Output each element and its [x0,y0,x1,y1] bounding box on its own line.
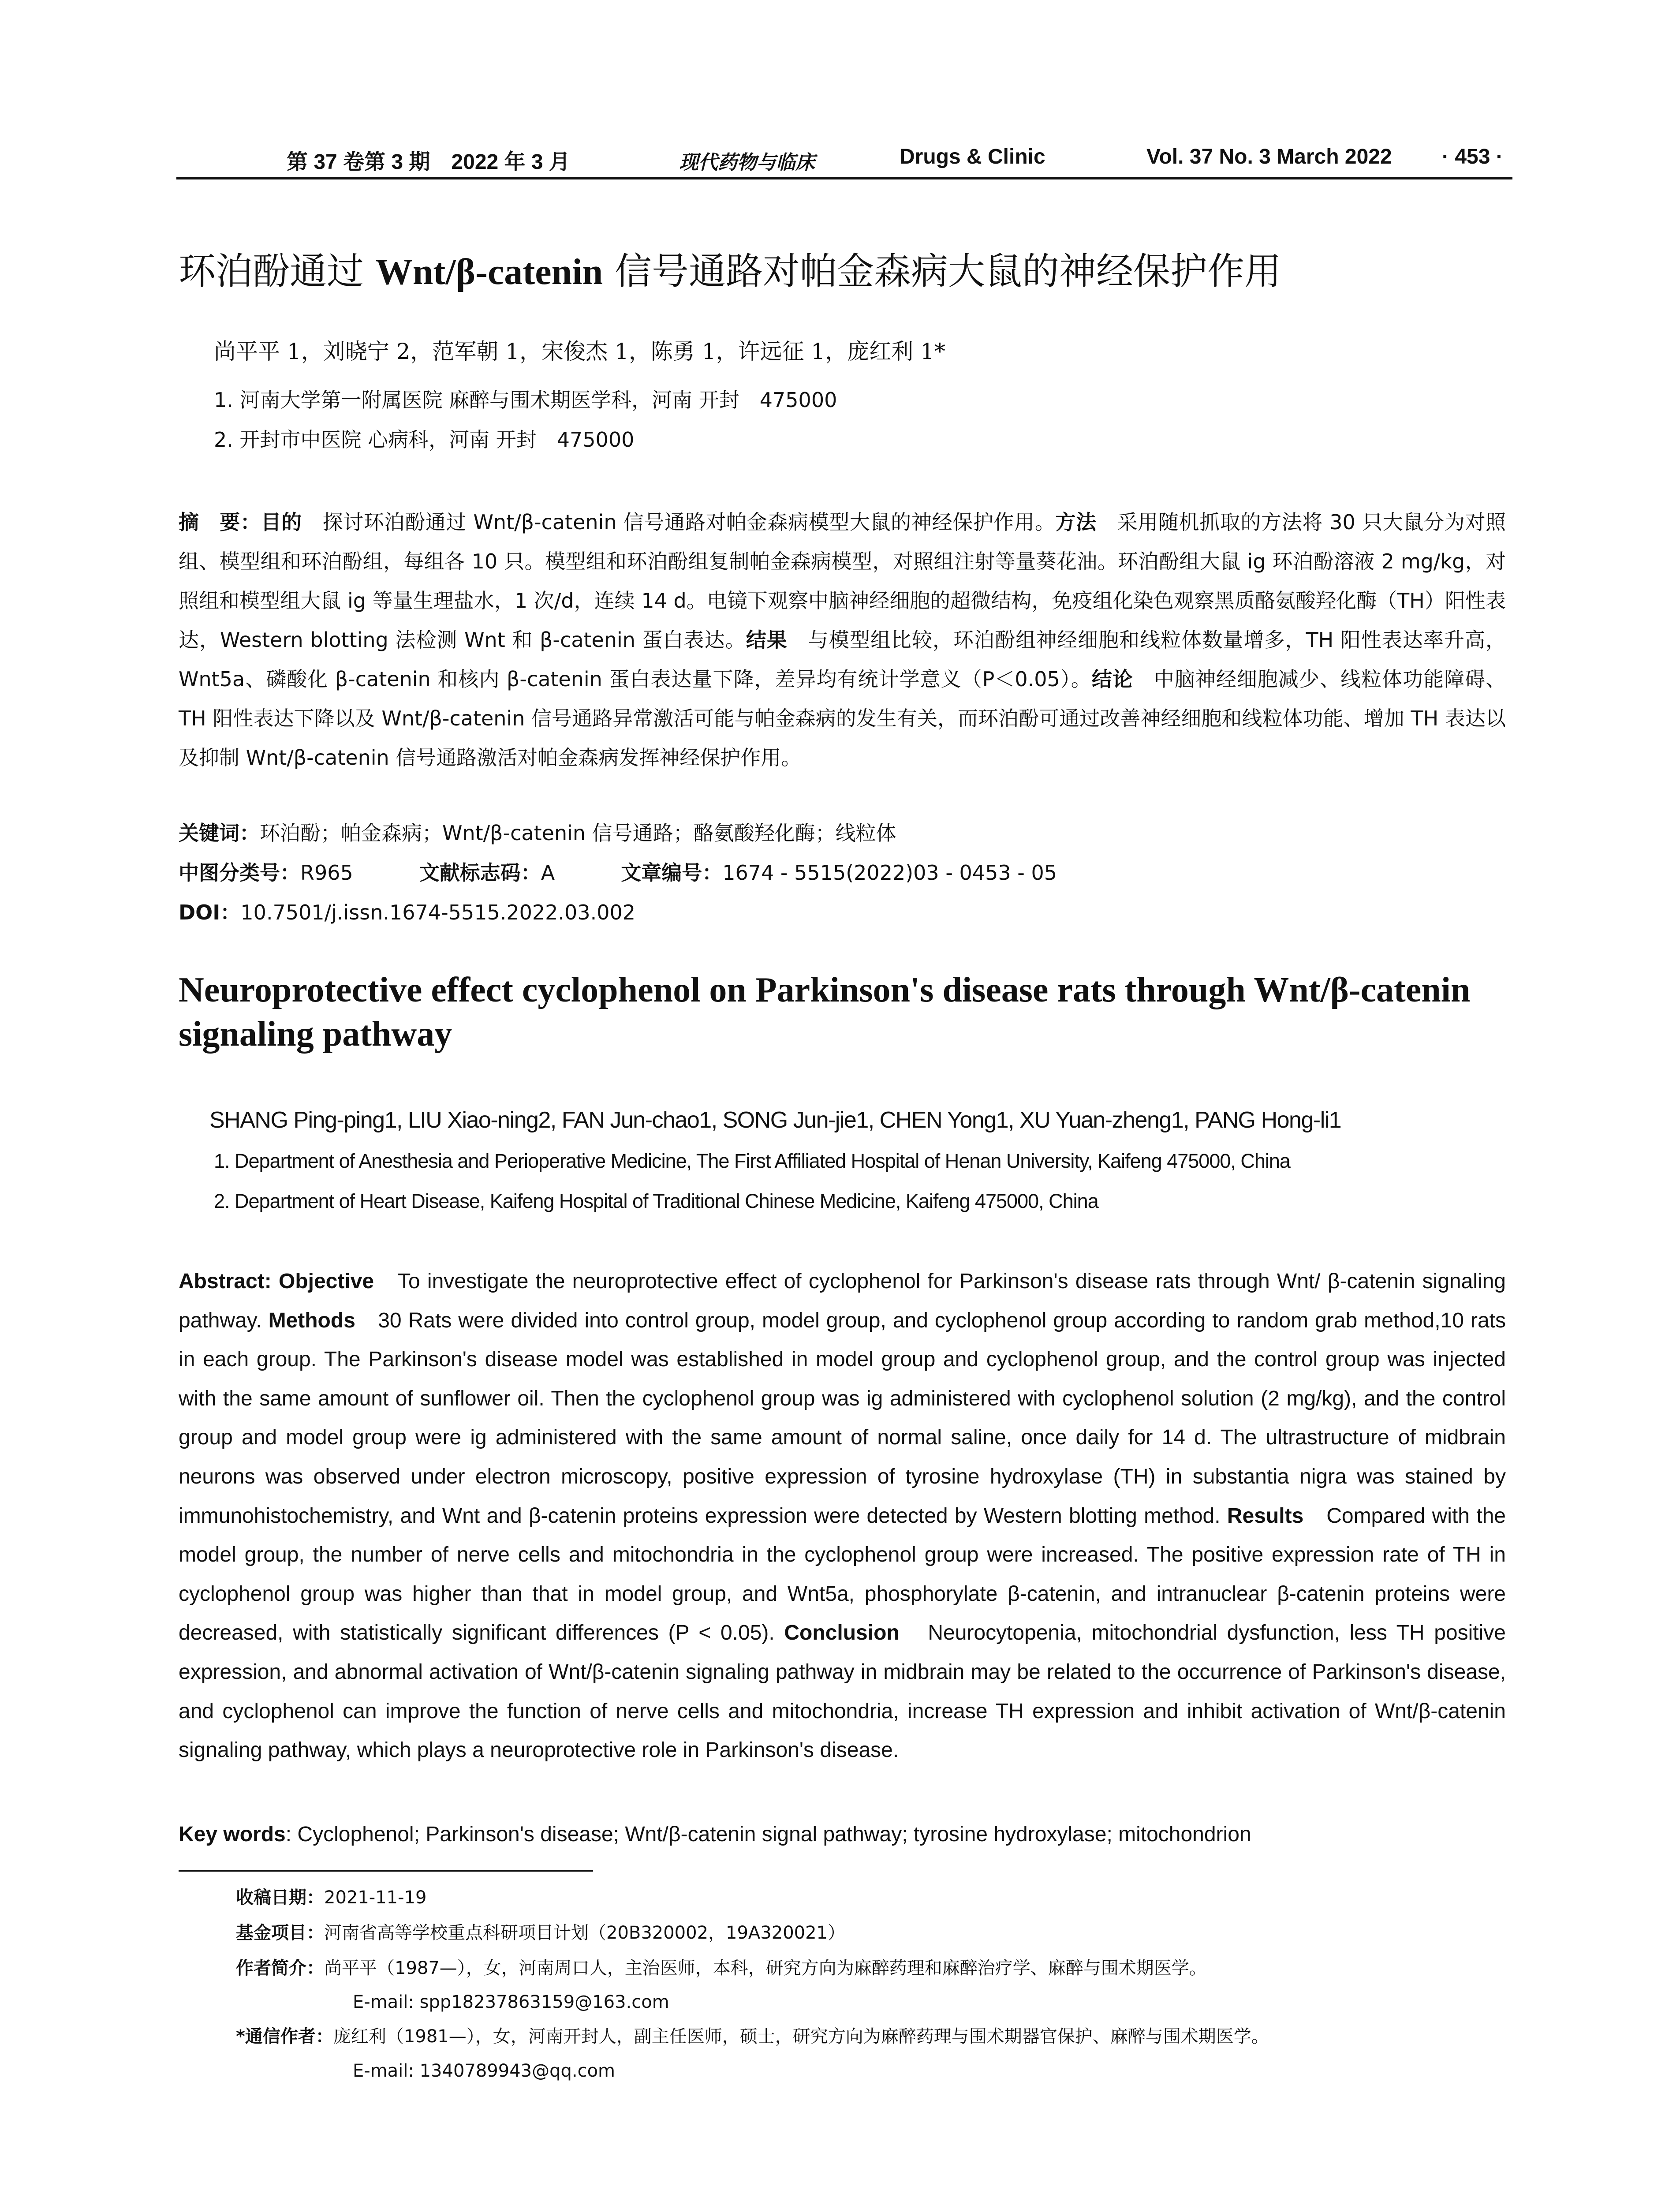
abstract-cn-conclusion: 中脑神经细胞减少、线粒体功能障碍、TH 阳性表达下降以及 Wnt/β-catenin 信号通路异常激活可能与帕金森病的发生有关，而环泊酚可通过改善神经细胞和线粒体功能、增加 TH 表达以及抑制 Wnt/β-catenin 信号通路激活对帕金森病发挥神经保护作用。 [179,667,1506,770]
footnote-corresponding [236,2024,1515,2049]
corresponding-label: *通信作者： [236,2026,333,2047]
clc-value: R965 [300,861,353,885]
abstract-cn-objective: 探讨环泊酚通过 Wnt/β-catenin 信号通路对帕金森病模型大鼠的神经保护作用。 [302,510,1056,534]
keywords-cn-label: 关键词： [179,821,260,845]
abstract-en-methods: 30 Rats were divided into control group, model group, and cyclophenol group according to random grab method,10 rats in each group. The Parkinson's disease model was established in model group and cyclophenol group, and the control group was injected with the same amount of sunflower oil. Then the cyclophenol group was ig administered with cyclophenol solution (2 mg/kg), and the control group and model group were ig administered with the same amount of normal saline, once daily for 14 d. The ultrastructure of midbrain neurons was observed under electron microscopy, positive expression of tyrosine hydroxylase (TH) in substantia nigra was stained by immunohistochemistry, and Wnt and β-catenin proteins expression were detected by Western blotting method. [179,1308,1506,1528]
doi-line [179,899,1506,926]
keywords-en-value: : Cyclophenol; Parkinson's disease; Wnt/β-catenin signal pathway; tyrosine hydroxylase; mitochondrion [285,1823,1251,1846]
fund-value: 河南省高等学校重点科研项目计划（20B320002，19A320021） [324,1923,845,1943]
header-rule [176,177,1512,179]
abstract-en-results: Compared with the model group, the number of nerve cells and mitochondria in the cyclophenol group were increased. The positive expression rate of TH in cyclophenol group was higher than that in model group, and Wnt5a, phosphorylate β-catenin, and intranuclear β-catenin proteins were decreased, with statistically significant differences (P < 0.05). [179,1504,1506,1645]
abstract-en-results-label: Results [1227,1504,1304,1528]
keywords-cn [179,819,1506,847]
article-number-value: 1674 - 5515(2022)03 - 0453 - 05 [722,861,1057,885]
affiliation-en-1: 1. Department of Anesthesia and Perioperative Medicine, The First Affiliated Hospital of Henan University, Kaifeng 475000, China [214,1150,1290,1172]
abstract-en-label: Abstract: [179,1270,272,1293]
document-code-value: A [541,861,555,885]
title-cn-mid: Wnt/β-catenin [375,251,603,292]
fund-label: 基金项目： [236,1923,324,1943]
doi-label: DOI： [179,901,241,924]
footnote-author [236,1956,1515,1981]
abstract-cn [179,503,1506,777]
abstract-en-conclusion: Neurocytopenia, mitochondrial dysfunction, less TH positive expression, and abnormal activation of Wnt/β-catenin signaling pathway in midbrain may be related to the occurrence of Parkinson's disease, and cyclophenol can improve the function of nerve cells and mitochondria, increase TH expression and inhibit activation of Wnt/β-catenin signaling pathway, which plays a neuroprotective role in Parkinson's disease. [179,1621,1506,1762]
received-label: 收稿日期： [236,1887,324,1908]
abstract-en [179,1262,1506,1770]
keywords-en [179,1819,1506,1850]
title-cn [179,245,1523,299]
abstract-en-conclusion-label: Conclusion [784,1621,900,1645]
abstract-cn-results-label: 结果 [746,628,788,652]
author-bio-label: 作者简介： [236,1958,324,1978]
footnote-rule [179,1870,593,1872]
header-page-number: · 453 · [1442,145,1503,168]
authors-en: SHANG Ping-ping1, LIU Xiao-ning2, FAN Jun-chao1, SONG Jun-jie1, CHEN Yong1, XU Yuan-zheng1, PANG Hong-li1 [209,1107,1341,1133]
abstract-en-objective: To investigate the neuroprotective effect of cyclophenol for Parkinson's disease rats through Wnt/ β-catenin signaling pathway. [179,1270,1506,1332]
author-bio-value: 尚平平（1987—），女，河南周口人，主治医师，本科，研究方向为麻醉药理和麻醉治疗学、麻醉与围术期医学。 [324,1958,1207,1978]
header-journal-en: Drugs & Clinic [900,145,1045,168]
received-value: 2021-11-19 [324,1887,427,1908]
abstract-en-objective-label: Objective [278,1270,374,1293]
affiliation-en-2: 2. Department of Heart Disease, Kaifeng Hospital of Traditional Chinese Medicine, Kaifeng 475000, China [214,1190,1098,1212]
abstract-cn-methods-label: 方法 [1055,510,1097,534]
author-email: E-mail: spp18237863159@163.com [353,1992,669,2012]
abstract-cn-label: 摘 要： [179,510,261,534]
classification-line [179,859,1506,886]
title-en: Neuroprotective effect cyclophenol on Parkinson's disease rats through Wnt/β-catenin signaling pathway [179,971,1471,1054]
article-number-label: 文章编号： [621,861,723,885]
footnote-received [236,1885,1515,1910]
abstract-cn-methods: 采用随机抓取的方法将 30 只大鼠分为对照组、模型组和环泊酚组，每组各 10 只。模型组和环泊酚组复制帕金森病模型，对照组注射等量葵花油。环泊酚组大鼠 ig 环泊酚溶液 2 mg/kg，对照组和模型组大鼠 ig 等量生理盐水，1 次/d，连续 14 d。电镜下观察中脑神经细胞的超微结构，免疫组化染色观察黑质酪氨酸羟化酶（TH）阳性表达，Western blotting 法检测 Wnt 和 β-catenin 蛋白表达。 [179,510,1506,652]
running-header [176,140,1512,180]
abstract-cn-conclusion-label: 结论 [1091,667,1133,691]
title-cn-pre: 环泊酚通过 [179,250,376,293]
keywords-cn-value: 环泊酚；帕金森病；Wnt/β-catenin 信号通路；酪氨酸羟化酶；线粒体 [260,821,896,845]
abstract-cn-objective-label: 目的 [261,510,302,534]
clc-label: 中图分类号： [179,861,300,885]
document-code-label: 文献标志码： [419,861,541,885]
affiliation-cn-2: 2. 开封市中医院 心病科，河南 开封 475000 [214,428,635,452]
abstract-en-methods-label: Methods [268,1308,355,1332]
corresponding-email: E-mail: 1340789943@qq.com [353,2061,616,2081]
authors-cn: 尚平平 1，刘晓宁 2，范军朝 1，宋俊杰 1，陈勇 1，许远征 1，庞红利 1* [214,339,945,364]
doi-value: 10.7501/j.issn.1674-5515.2022.03.002 [240,901,636,924]
header-issue: 第 37 卷第 3 期 2022 年 3 月 [287,150,570,174]
header-journal-cn: 现代药物与临床 [679,151,815,174]
title-cn-post: 信号通路对帕金森病大鼠的神经保护作用 [603,250,1281,293]
header-volume: Vol. 37 No. 3 March 2022 [1146,145,1392,168]
corresponding-value: 庞红利（1981—），女，河南开封人，副主任医师，硕士，研究方向为麻醉药理与围术期器官保护、麻醉与围术期医学。 [333,2026,1269,2047]
keywords-en-label: Key words [179,1823,286,1846]
footnote-fund [236,1921,1515,1945]
abstract-cn-results: 与模型组比较，环泊酚组神经细胞和线粒体数量增多，TH 阳性表达率升高，Wnt5a、磷酸化 β-catenin 和核内 β-catenin 蛋白表达量下降，差异均有统计学意义（P＜0.05）。 [179,628,1506,691]
affiliation-cn-1: 1. 河南大学第一附属医院 麻醉与围术期医学科，河南 开封 475000 [214,388,837,412]
